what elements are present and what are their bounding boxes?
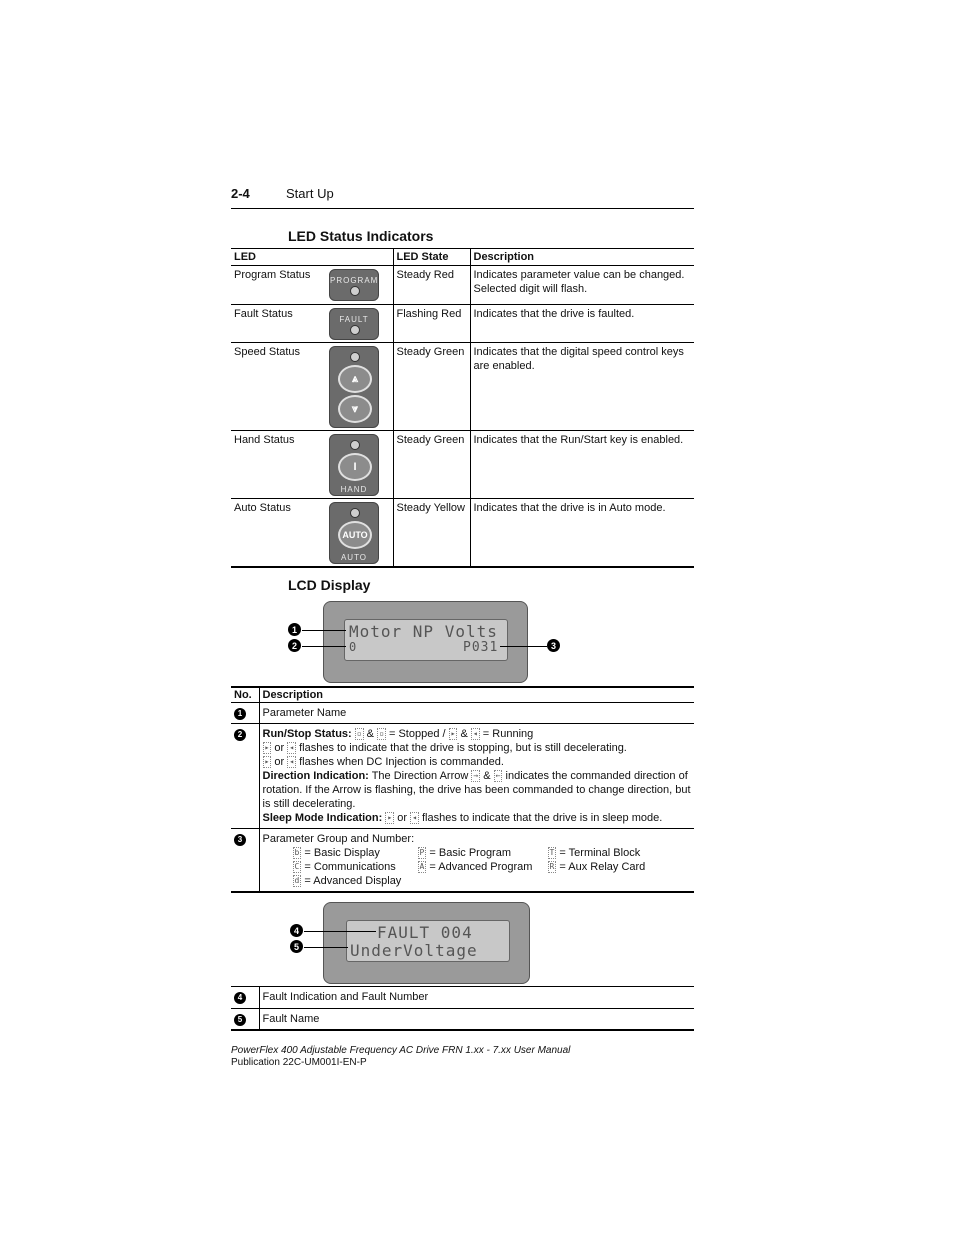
group-item <box>418 860 548 874</box>
led-cell <box>231 499 393 567</box>
group-item <box>293 874 418 888</box>
fault-description-table <box>231 986 694 1031</box>
hand-key-icon <box>329 434 379 496</box>
status-fwd-icon: ▸ <box>264 743 270 753</box>
status-fwd-icon: ▸ <box>264 757 270 767</box>
table-row <box>231 829 694 893</box>
row-number-badge: 3 <box>234 834 246 846</box>
led-description: Indicates that the digital speed control keys are enabled. <box>470 343 694 431</box>
led-description: Indicates that the drive is in Auto mode. <box>470 499 694 567</box>
row-number-badge: 5 <box>234 1014 246 1026</box>
header-rule <box>231 208 694 209</box>
group-text: = Aux Relay Card <box>559 861 646 873</box>
dc-injection-text: flashes when DC Injection is commanded. <box>299 756 504 768</box>
program-led-icon <box>350 286 360 296</box>
leader-line-5 <box>304 947 348 948</box>
led-cell <box>231 343 393 431</box>
led-cell <box>231 431 393 499</box>
amp-text: & <box>483 770 491 782</box>
run-stop-line <box>263 727 692 741</box>
group-glyph-icon: T <box>549 848 555 858</box>
dc-injection-line <box>263 755 692 769</box>
led-description: Indicates parameter value can be changed. Selected digit will flash. <box>470 266 694 305</box>
group-glyph-icon: P <box>419 848 425 858</box>
group-intro: Parameter Group and Number: <box>262 833 415 845</box>
fault-led-icon <box>350 325 360 335</box>
leader-line-1 <box>302 630 346 631</box>
auto-key-icon <box>329 502 379 564</box>
table-row <box>231 724 694 829</box>
lcd-fault-name: UnderVoltage <box>350 941 478 960</box>
led-name: Fault Status <box>234 308 293 320</box>
led-name: Hand Status <box>234 434 295 446</box>
footer-publication: Publication 22C-UM001I-EN-P <box>231 1057 367 1068</box>
hand-led-icon <box>350 440 360 450</box>
sleep-mode-text: flashes to indicate that the drive is in sleep mode. <box>421 812 663 824</box>
row-number-badge: 1 <box>234 708 246 720</box>
direction-indication <box>263 769 692 811</box>
lcd-parameter-name: Motor NP Volts <box>349 622 498 641</box>
lcd-display-1 <box>323 601 528 683</box>
group-glyph-icon: A <box>419 862 425 872</box>
page-number: 2-4 <box>231 186 250 201</box>
program-key-label: PROGRAM <box>330 276 379 285</box>
table-row <box>231 499 694 567</box>
group-item <box>418 846 548 860</box>
status-rev-icon: ◂ <box>289 743 295 753</box>
status-rev-icon: ◂ <box>412 813 417 823</box>
lcd-description-table <box>231 686 694 893</box>
col-header-state: LED State <box>393 249 470 266</box>
chapter-title: Start Up <box>286 186 334 201</box>
led-state: Steady Green <box>393 431 470 499</box>
speed-up-arrow-icon: ⩓ <box>338 365 372 393</box>
run-stop-label: Run/Stop Status: <box>262 728 352 740</box>
leader-line-4 <box>304 931 376 932</box>
table-header-row <box>231 687 694 703</box>
group-item <box>293 846 418 860</box>
auto-button-icon: AUTO <box>338 521 372 549</box>
direction-rev-arrow-icon: ← <box>495 771 501 781</box>
group-text: = Communications <box>304 861 396 873</box>
running-text: = Running <box>482 728 534 740</box>
fault-key-icon <box>329 308 379 340</box>
led-name: Program Status <box>234 269 311 281</box>
parameter-group-list <box>293 846 692 888</box>
auto-key-label: AUTO <box>340 553 368 562</box>
col-header-no: No. <box>231 687 259 703</box>
led-name: Speed Status <box>234 346 301 358</box>
lcd-run-stop-status: 0 <box>349 640 358 654</box>
table-row <box>231 987 694 1009</box>
row-description <box>259 724 694 829</box>
led-section-title: LED Status Indicators <box>288 228 434 244</box>
stopped-fwd-icon: ▫ <box>356 729 362 739</box>
led-state: Flashing Red <box>393 305 470 343</box>
sleep-mode-label: Sleep Mode Indication: <box>262 812 383 824</box>
footer-manual-title: PowerFlex 400 Adjustable Frequency AC Drive FRN 1.xx - 7.xx User Manual <box>231 1045 571 1056</box>
fault-key-label: FAULT <box>339 315 369 324</box>
lcd-parameter-number: P031 <box>463 640 499 655</box>
running-rev-icon: ◂ <box>472 729 478 739</box>
callout-2: 2 <box>288 639 301 652</box>
status-fwd-icon: ▸ <box>387 813 393 823</box>
lcd-display-2 <box>323 902 530 984</box>
group-item <box>548 860 668 874</box>
table-row <box>231 703 694 724</box>
led-state: Steady Green <box>393 343 470 431</box>
callout-4: 4 <box>290 924 303 937</box>
speed-led-icon <box>350 352 360 362</box>
callout-5: 5 <box>290 940 303 953</box>
or-text: or <box>274 756 285 768</box>
led-name: Auto Status <box>234 502 291 514</box>
table-row <box>231 305 694 343</box>
auto-led-icon <box>350 508 360 518</box>
group-glyph-icon: C <box>294 862 300 872</box>
stopped-text: = Stopped / <box>388 728 446 740</box>
leader-line-3 <box>500 646 547 647</box>
callout-3: 3 <box>547 639 560 652</box>
running-fwd-icon: ▸ <box>450 729 456 739</box>
amp-text: & <box>460 728 468 740</box>
group-glyph-icon: d <box>294 876 300 886</box>
table-row <box>231 266 694 305</box>
table-header-row <box>231 249 694 266</box>
led-cell <box>231 305 393 343</box>
group-text: = Basic Display <box>304 847 380 859</box>
program-key-icon <box>329 269 379 301</box>
row-description: Parameter Name <box>259 703 694 724</box>
lcd-section-title: LCD Display <box>288 577 371 593</box>
stopping-line <box>263 741 692 755</box>
direction-text-1: The Direction Arrow <box>371 770 469 782</box>
lcd-fault-number: FAULT 004 <box>377 923 473 942</box>
led-state: Steady Yellow <box>393 499 470 567</box>
row-description: Fault Name <box>259 1009 694 1031</box>
group-text: = Basic Program <box>429 847 512 859</box>
group-text: = Advanced Display <box>304 875 402 887</box>
or-text: or <box>274 742 285 754</box>
hand-key-label: HAND <box>340 485 368 494</box>
sleep-mode-line <box>263 811 692 825</box>
col-header-led: LED <box>231 249 393 266</box>
leader-line-2 <box>302 646 346 647</box>
speed-down-arrow-icon: ⩔ <box>338 395 372 423</box>
direction-label: Direction Indication: <box>262 770 369 782</box>
group-item <box>548 846 668 860</box>
direction-text-2: indicates the commanded direction of rotation. If the Arrow is flashing, the drive has been commanded to change direction, but is still decelerating. <box>262 770 691 810</box>
led-description: Indicates that the Run/Start key is enabled. <box>470 431 694 499</box>
or-text: or <box>397 812 408 824</box>
led-status-table <box>231 248 694 568</box>
stopped-rev-icon: ▫ <box>379 729 384 739</box>
row-description: Fault Indication and Fault Number <box>259 987 694 1009</box>
speed-keys-icon <box>329 346 379 428</box>
led-description: Indicates that the drive is faulted. <box>470 305 694 343</box>
group-item <box>293 860 418 874</box>
status-rev-icon: ◂ <box>289 757 295 767</box>
lcd-screen-2 <box>346 920 510 962</box>
stopping-text: flashes to indicate that the drive is stopping, but is still decelerating. <box>299 742 627 754</box>
row-number-badge: 2 <box>234 729 246 741</box>
amp-text: & <box>366 728 375 740</box>
lcd-screen-1 <box>344 619 508 661</box>
led-cell <box>231 266 393 305</box>
row-number-badge: 4 <box>234 992 246 1004</box>
table-row <box>231 431 694 499</box>
group-glyph-icon: b <box>294 848 300 858</box>
led-state: Steady Red <box>393 266 470 305</box>
group-glyph-icon: R <box>549 862 555 872</box>
table-row <box>231 343 694 431</box>
direction-fwd-arrow-icon: → <box>473 771 479 781</box>
run-start-button-icon: I <box>338 453 372 481</box>
table-row <box>231 1009 694 1031</box>
group-text: = Advanced Program <box>429 861 533 873</box>
col-header-description: Description <box>259 687 694 703</box>
col-header-description: Description <box>470 249 694 266</box>
row-description <box>259 829 694 893</box>
callout-1: 1 <box>288 623 301 636</box>
group-text: = Terminal Block <box>559 847 641 859</box>
